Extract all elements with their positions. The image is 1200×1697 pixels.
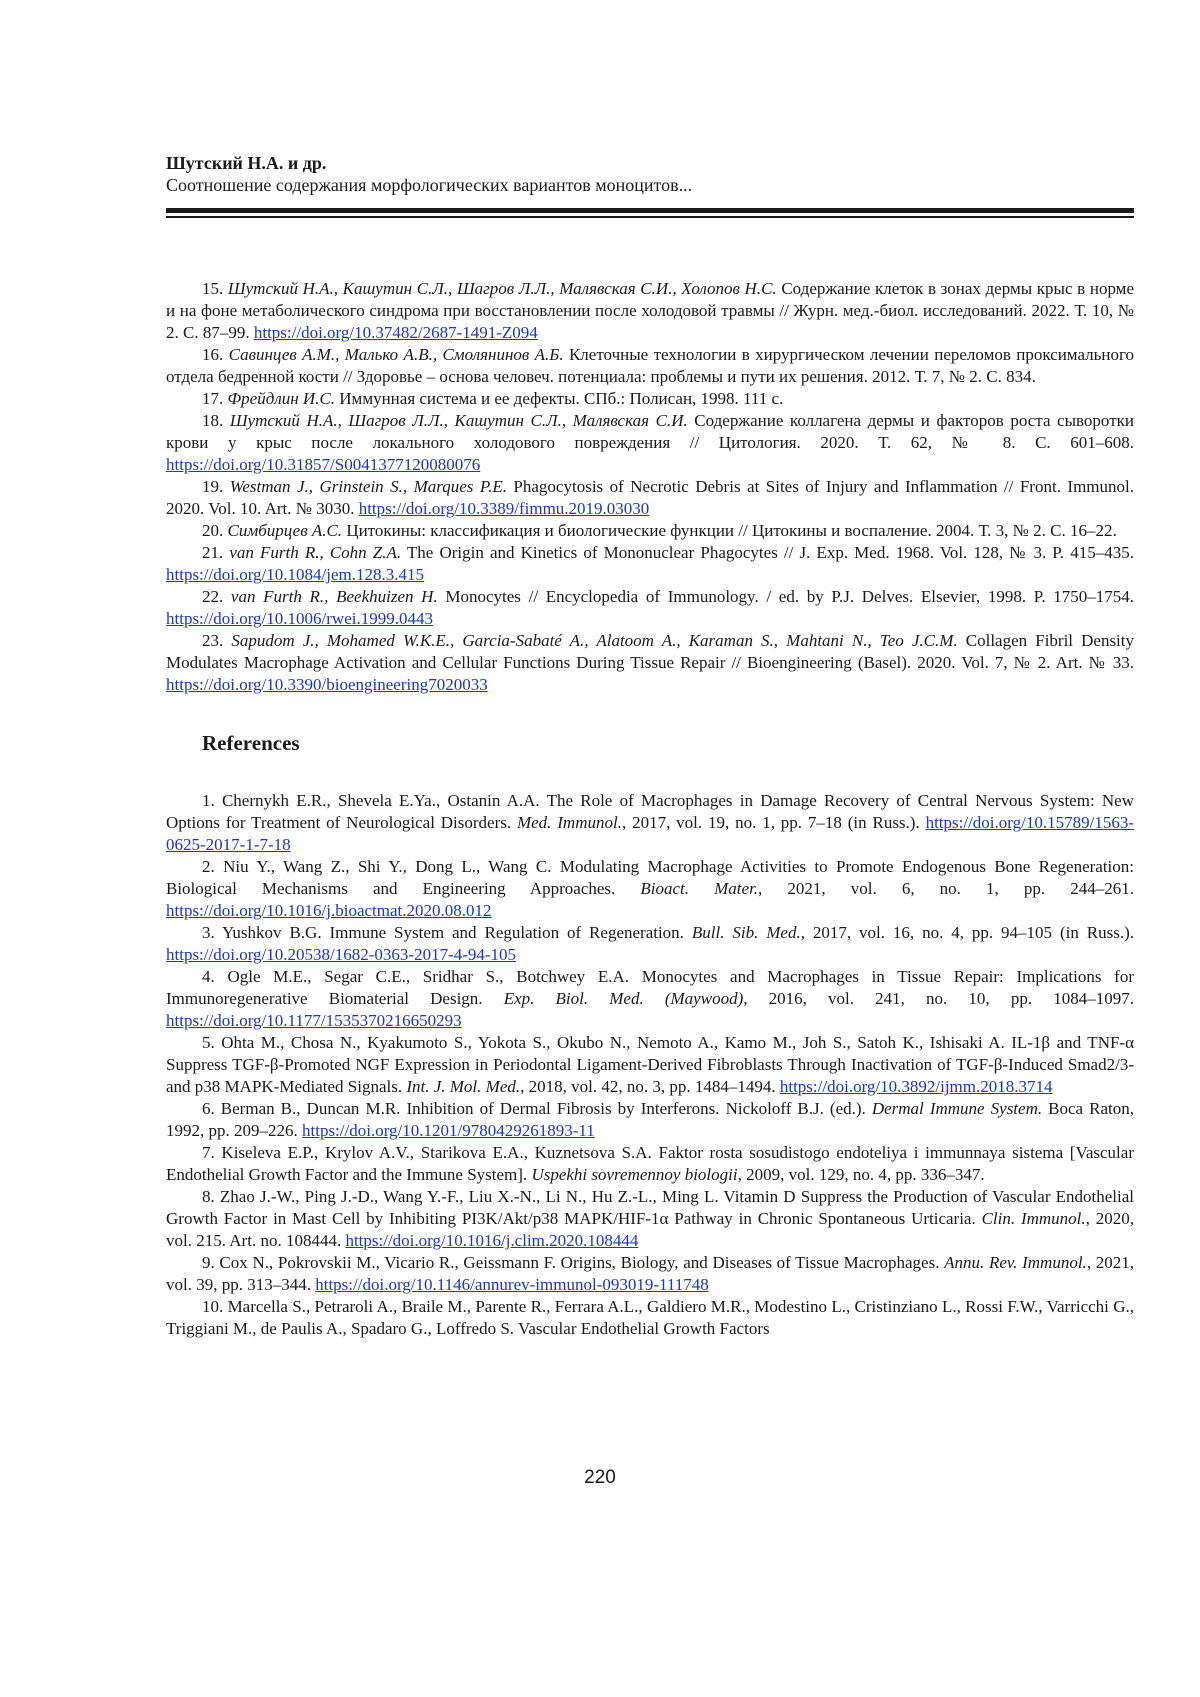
- reference-text: Клеточные технологии в хирургическом лечении переломов проксимального отдела бедренной кости // Здоровье – основа человеч. потенциала: проблемы и пути их решения. 2012. Т. 7, № 2. С. 834.: [166, 345, 1134, 386]
- doi-link[interactable]: https://doi.org/10.37482/2687-1491-Z094: [254, 323, 538, 342]
- reference-number: 20.: [202, 521, 223, 540]
- doi-link[interactable]: https://doi.org/10.3892/ijmm.2018.3714: [780, 1077, 1053, 1096]
- reference-text: The Origin and Kinetics of Mononuclear Phagocytes // J. Exp. Med. 1968. Vol. 128, № 3. P. 415–435.: [401, 543, 1134, 562]
- reference-item: [166, 790, 1134, 856]
- reference-text: 2. Niu Y., Wang Z., Shi Y., Dong L., Wang C. Modulating Macrophage Activities to Promote Endogenous Bone Regeneration: Biological Mechanisms and Engineering Approaches.: [166, 857, 1134, 898]
- reference-text: Содержание коллагена дермы и факторов роста сыворотки крови у крыс после локального холодового повреждения // Цитология. 2020. Т. 62, № 8. С. 601–608.: [166, 411, 1134, 452]
- reference-item: [166, 344, 1134, 388]
- doi-link[interactable]: https://doi.org/10.1084/jem.128.3.415: [166, 565, 424, 584]
- reference-authors: van Furth R., Cohn Z.A.: [229, 543, 401, 562]
- reference-authors: van Furth R., Beekhuizen H.: [231, 587, 438, 606]
- doi-link[interactable]: https://doi.org/10.20538/1682-0363-2017-4-94-105: [166, 945, 516, 964]
- running-header: [166, 152, 1134, 196]
- reference-text: 3. Yushkov B.G. Immune System and Regulation of Regeneration.: [202, 923, 692, 942]
- reference-authors: Фрейдлин И.С.: [228, 389, 336, 408]
- reference-journal: Exp. Biol. Med. (Maywood): [504, 989, 744, 1008]
- doi-link[interactable]: https://doi.org/10.1016/j.bioactmat.2020.08.012: [166, 901, 492, 920]
- reference-journal: Med. Immunol.: [517, 813, 622, 832]
- reference-text: Содержание клеток в зонах дермы крыс в норме и на фоне метаболического синдрома при восстановлении после холодовой травмы // Журн. мед.-биол. исследований. 2022. Т. 10, № 2. С. 87–99.: [166, 279, 1134, 342]
- reference-item: [166, 1186, 1134, 1252]
- reference-text: 8. Zhao J.-W., Ping J.-D., Wang Y.-F., Liu X.-N., Li N., Hu Z.-L., Ming L. Vitamin D Suppress the Production of Vascular Endothelial Growth Factor in Mast Cell by Inhibiting PI3K/Akt/p38 MAPK/HIF-1α Pathway in Chronic Spontaneous Urticaria.: [166, 1187, 1134, 1228]
- reference-text: Collagen Fibril Density Modulates Macrophage Activation and Cellular Functions During Tissue Repair // Bioengineering (Basel). 2020. Vol. 7, № 2. Art. № 33.: [166, 631, 1134, 672]
- doi-link[interactable]: https://doi.org/10.1201/9780429261893-11: [302, 1121, 595, 1140]
- reference-number: 21.: [202, 543, 223, 562]
- doi-link[interactable]: https://doi.org/10.3389/fimmu.2019.03030: [359, 499, 650, 518]
- doi-link[interactable]: https://doi.org/10.3390/bioengineering7020033: [166, 675, 488, 694]
- reference-text: 10. Marcella S., Petraroli A., Braile M., Parente R., Ferrara A.L., Galdiero M.R., Modestino L., Cristinziano L., Rossi F.W., Varricchi G., Triggiani M., de Paulis A., Spadaro G., Loffredo S. Vascular Endothelial Growth Factors: [166, 1297, 1134, 1338]
- english-reference-list: [166, 790, 1134, 1340]
- reference-text: 5. Ohta M., Chosa N., Kyakumoto S., Yokota S., Okubo N., Nemoto A., Kamo M., Joh S., Satoh K., Ishisaki A. IL-1β and TNF-α Suppress TGF-β-Promoted NGF Expression in Periodontal Ligament-Derived Fibroblasts Through Inactivation of TGF-β-Induced Smad2/3- and p38 MAPK-Mediated Signals.: [166, 1033, 1134, 1096]
- reference-item: [166, 1296, 1134, 1340]
- header-rule-thin: [166, 216, 1134, 218]
- reference-details: , 2018, vol. 42, no. 3, pp. 1484–1494.: [520, 1077, 780, 1096]
- header-subtitle: Соотношение содержания морфологических вариантов моноцитов...: [166, 174, 1134, 196]
- reference-authors: Sapudom J., Mohamed W.K.E., Garcia-Sabaté A., Alatoom A., Karaman S., Mahtani N., Teo J.C.M.: [231, 631, 957, 650]
- russian-reference-list: [166, 278, 1134, 696]
- reference-item: [166, 520, 1134, 542]
- doi-link[interactable]: https://doi.org/10.1177/1535370216650293: [166, 1011, 462, 1030]
- reference-details: Boca Raton, 1992, pp. 209–226.: [166, 1099, 1134, 1140]
- doi-link[interactable]: https://doi.org/10.1146/annurev-immunol-093019-111748: [315, 1275, 709, 1294]
- doi-link[interactable]: https://doi.org/10.1006/rwei.1999.0443: [166, 609, 433, 628]
- reference-number: 15.: [202, 279, 223, 298]
- header-rule-thick: [166, 208, 1134, 213]
- references-heading: References: [202, 730, 1134, 756]
- reference-text: Phagocytosis of Necrotic Debris at Sites of Injury and Inflammation // Front. Immunol. 2020. Vol. 10. Art. № 3030.: [166, 477, 1134, 518]
- reference-details: , 2009, vol. 129, no. 4, pp. 336–347.: [738, 1165, 985, 1184]
- reference-item: [166, 856, 1134, 922]
- reference-item: [166, 1098, 1134, 1142]
- doi-link[interactable]: https://doi.org/10.15789/1563-0625-2017-1-7-18: [166, 813, 1134, 854]
- reference-number: 18.: [202, 411, 223, 430]
- reference-number: 22.: [202, 587, 223, 606]
- reference-item: [166, 1032, 1134, 1098]
- reference-details: , 2021, vol. 39, pp. 313–344.: [166, 1253, 1134, 1294]
- reference-item: [166, 1252, 1134, 1296]
- reference-journal: Clin. Immunol.: [982, 1209, 1086, 1228]
- reference-details: , 2017, vol. 19, no. 1, pp. 7–18 (in Russ.).: [622, 813, 926, 832]
- reference-text: Иммунная система и ее дефекты. СПб.: Полисан, 1998. 111 с.: [335, 389, 783, 408]
- reference-details: , 2016, vol. 241, no. 10, pp. 1084–1097.: [743, 989, 1134, 1008]
- reference-authors: Шутский Н.А., Кашутин С.Л., Шагров Л.Л., Малявская С.И., Холопов Н.С.: [228, 279, 777, 298]
- main-content: [166, 278, 1134, 1340]
- reference-text: 7. Kiseleva E.P., Krylov A.V., Starikova E.A., Kuznetsova S.A. Faktor rosta sosudistogo endoteliya i immunnaya sistema [Vascular Endothelial Growth Factor and the Immune System].: [166, 1143, 1134, 1184]
- reference-journal: Uspekhi sovremennoy biologii: [531, 1165, 737, 1184]
- reference-journal: Bioact. Mater.: [640, 879, 758, 898]
- reference-item: [166, 388, 1134, 410]
- reference-item: [166, 278, 1134, 344]
- reference-authors: Шутский Н.А., Шагров Л.Л., Кашутин С.Л., Малявская С.И.: [230, 411, 688, 430]
- reference-number: 16.: [202, 345, 223, 364]
- doi-link[interactable]: https://doi.org/10.1016/j.clim.2020.108444: [345, 1231, 638, 1250]
- reference-number: 19.: [202, 477, 223, 496]
- reference-item: [166, 586, 1134, 630]
- reference-details: , 2020, vol. 215. Art. no. 108444.: [166, 1209, 1134, 1250]
- reference-item: [166, 922, 1134, 966]
- reference-authors: Westman J., Grinstein S., Marques P.E.: [230, 477, 507, 496]
- reference-authors: Симбирцев А.С.: [228, 521, 343, 540]
- reference-item: [166, 966, 1134, 1032]
- page-number: 220: [0, 1467, 1200, 1489]
- reference-journal: Int. J. Mol. Med.: [406, 1077, 520, 1096]
- reference-text: Monocytes // Encyclopedia of Immunology. / ed. by P.J. Delves. Elsevier, 1998. P. 1750–1754.: [438, 587, 1134, 606]
- reference-item: [166, 542, 1134, 586]
- reference-text: 1. Chernykh E.R., Shevela E.Ya., Ostanin A.A. The Role of Macrophages in Damage Recovery of Central Nervous System: New Options for Treatment of Neurological Disorders.: [166, 791, 1134, 832]
- reference-text: 6. Berman B., Duncan M.R. Inhibition of Dermal Fibrosis by Interferons. Nickoloff B.J. (ed.).: [202, 1099, 872, 1118]
- reference-item: [166, 410, 1134, 476]
- reference-authors: Савинцев А.М., Малько А.В., Смолянинов А.Б.: [229, 345, 564, 364]
- reference-text: Цитокины: классификация и биологические функции // Цитокины и воспаление. 2004. Т. 3, № 2. С. 16–22.: [342, 521, 1117, 540]
- reference-item: [166, 476, 1134, 520]
- reference-details: , 2017, vol. 16, no. 4, pp. 94–105 (in Russ.).: [801, 923, 1134, 942]
- reference-details: , 2021, vol. 6, no. 1, pp. 244–261.: [758, 879, 1134, 898]
- reference-journal: Dermal Immune System.: [872, 1099, 1042, 1118]
- reference-journal: Bull. Sib. Med.: [692, 923, 801, 942]
- doi-link[interactable]: https://doi.org/10.31857/S0041377120080076: [166, 455, 480, 474]
- header-author: Шутский Н.А. и др.: [166, 152, 1134, 174]
- reference-item: [166, 630, 1134, 696]
- reference-text: 4. Ogle M.E., Segar C.E., Sridhar S., Botchwey E.A. Monocytes and Macrophages in Tissue Repair: Implications for Immunoregenerative Biomaterial Design.: [166, 967, 1134, 1008]
- reference-item: [166, 1142, 1134, 1186]
- reference-number: 17.: [202, 389, 223, 408]
- reference-journal: Annu. Rev. Immunol.: [944, 1253, 1087, 1272]
- reference-text: 9. Cox N., Pokrovskii M., Vicario R., Geissmann F. Origins, Biology, and Diseases of Tissue Macrophages.: [202, 1253, 944, 1272]
- reference-number: 23.: [202, 631, 223, 650]
